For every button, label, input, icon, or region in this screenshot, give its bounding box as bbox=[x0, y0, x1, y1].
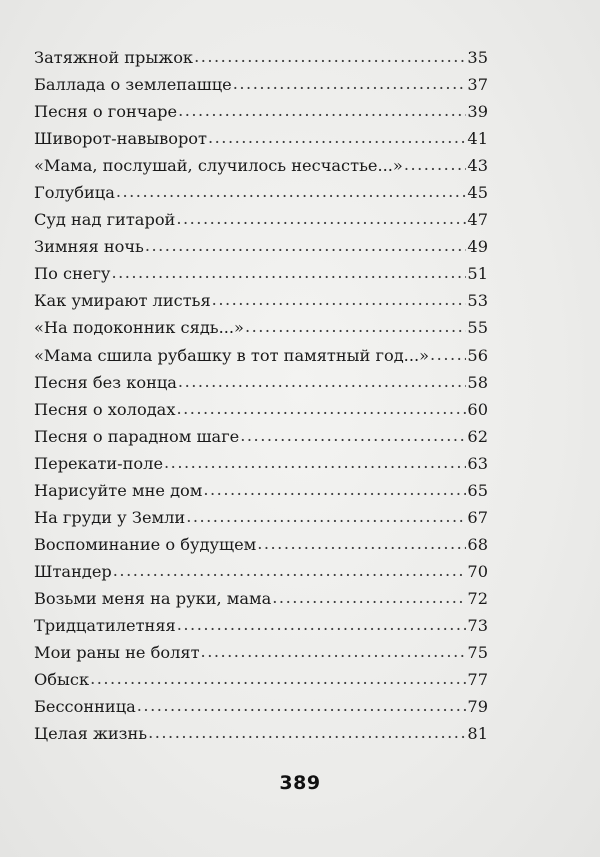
toc-entry-page: 77 bbox=[467, 670, 488, 690]
toc-entry bbox=[34, 666, 488, 693]
dot-leader bbox=[176, 395, 466, 422]
toc-entry-page: 73 bbox=[467, 615, 488, 635]
dot-leader bbox=[212, 286, 467, 313]
dot-leader bbox=[233, 70, 467, 97]
toc-entry-title: Суд над гитарой bbox=[34, 210, 176, 230]
dot-leader bbox=[137, 692, 467, 719]
toc-entry-title: «Мама, послушай, случилось несчастье...» bbox=[34, 156, 403, 176]
toc-entry-page: 62 bbox=[467, 426, 488, 446]
toc-entry-page: 81 bbox=[467, 724, 488, 744]
toc-entry-title: Песня о холодах bbox=[34, 399, 176, 419]
toc-entry-title: Песня без конца bbox=[34, 372, 177, 392]
dot-leader bbox=[164, 449, 466, 476]
toc-entry-page: 43 bbox=[467, 156, 488, 176]
toc-entry bbox=[34, 504, 488, 531]
toc-entry bbox=[34, 585, 488, 612]
dot-leader bbox=[194, 43, 466, 70]
table-of-contents bbox=[34, 44, 488, 747]
toc-entry bbox=[34, 98, 488, 125]
toc-entry-title: Нарисуйте мне дом bbox=[34, 480, 203, 500]
dot-leader bbox=[203, 476, 466, 503]
toc-entry-title: «На подоконник сядь...» bbox=[34, 318, 244, 338]
toc-entry bbox=[34, 693, 488, 720]
dot-leader bbox=[272, 584, 466, 611]
toc-entry-page: 49 bbox=[467, 237, 488, 257]
dot-leader bbox=[113, 557, 467, 584]
toc-entry bbox=[34, 125, 488, 152]
dot-leader bbox=[404, 151, 467, 178]
toc-entry-page: 67 bbox=[467, 507, 488, 527]
toc-entry-page: 79 bbox=[467, 697, 488, 717]
dot-leader bbox=[430, 341, 466, 368]
toc-entry-page: 63 bbox=[467, 453, 488, 473]
toc-entry-title: Перекати-поле bbox=[34, 453, 164, 473]
toc-entry-page: 58 bbox=[467, 372, 488, 392]
dot-leader bbox=[186, 503, 466, 530]
dot-leader bbox=[240, 422, 466, 449]
toc-entry-title: Песня о парадном шаге bbox=[34, 426, 240, 446]
toc-entry bbox=[34, 71, 488, 98]
dot-leader bbox=[257, 530, 466, 557]
toc-entry bbox=[34, 44, 488, 71]
toc-entry-page: 51 bbox=[467, 264, 488, 284]
toc-entry-page: 45 bbox=[467, 183, 488, 203]
toc-entry-title: Затяжной прыжок bbox=[34, 48, 194, 67]
toc-entry-page: 37 bbox=[467, 75, 488, 95]
toc-entry bbox=[34, 558, 488, 585]
toc-entry-title: На груди у Земли bbox=[34, 507, 186, 527]
toc-entry-title: Обыск bbox=[34, 670, 90, 690]
toc-entry-page: 75 bbox=[467, 643, 488, 663]
toc-entry-page: 53 bbox=[467, 291, 488, 311]
toc-entry-page: 72 bbox=[467, 588, 488, 608]
toc-entry bbox=[34, 260, 488, 287]
toc-entry bbox=[34, 450, 488, 477]
dot-leader bbox=[201, 638, 467, 665]
dot-leader bbox=[145, 232, 467, 259]
toc-entry-title: Целая жизнь bbox=[34, 724, 148, 744]
toc-entry-page: 47 bbox=[467, 210, 488, 230]
dot-leader bbox=[116, 178, 467, 205]
toc-entry-title: Песня о гончаре bbox=[34, 102, 178, 122]
dot-leader bbox=[245, 313, 466, 340]
toc-entry bbox=[34, 612, 488, 639]
toc-entry bbox=[34, 396, 488, 423]
dot-leader bbox=[90, 665, 466, 692]
toc-entry bbox=[34, 179, 488, 206]
page-number: 389 bbox=[279, 772, 321, 794]
toc-entry bbox=[34, 423, 488, 450]
dot-leader bbox=[178, 97, 466, 124]
toc-entry-title: Бессонница bbox=[34, 697, 136, 717]
dot-leader bbox=[111, 259, 466, 286]
toc-entry-page: 56 bbox=[467, 345, 488, 365]
dot-leader bbox=[208, 124, 466, 151]
toc-entry-page: 55 bbox=[467, 318, 488, 338]
toc-entry bbox=[34, 233, 488, 260]
toc-entry bbox=[34, 369, 488, 396]
dot-leader bbox=[176, 205, 466, 232]
dot-leader bbox=[178, 368, 466, 395]
toc-entry-page: 70 bbox=[467, 561, 488, 581]
dot-leader bbox=[148, 719, 466, 746]
toc-entry-page: 60 bbox=[467, 399, 488, 419]
toc-entry-page: 35 bbox=[467, 48, 488, 67]
toc-entry-page: 41 bbox=[467, 129, 488, 149]
toc-entry-title: Возьми меня на руки, мама bbox=[34, 588, 272, 608]
toc-entry bbox=[34, 639, 488, 666]
toc-entry-title: Шиворот-навыворот bbox=[34, 129, 208, 149]
toc-entry-title: По снегу bbox=[34, 264, 111, 284]
toc-entry-title: Как умирают листья bbox=[34, 291, 211, 311]
toc-entry-page: 39 bbox=[467, 102, 488, 122]
toc-entry-page: 68 bbox=[467, 534, 488, 554]
dot-leader bbox=[177, 611, 467, 638]
toc-entry-title: Баллада о землепашце bbox=[34, 75, 232, 95]
toc-entry-title: Мои раны не болят bbox=[34, 643, 200, 663]
toc-entry-page: 65 bbox=[467, 480, 488, 500]
toc-entry bbox=[34, 287, 488, 314]
toc-entry bbox=[34, 531, 488, 558]
toc-entry-title: Зимняя ночь bbox=[34, 237, 144, 257]
toc-entry bbox=[34, 342, 488, 369]
toc-entry bbox=[34, 152, 488, 179]
toc-entry bbox=[34, 206, 488, 233]
toc-entry-title: Воспоминание о будущем bbox=[34, 534, 257, 554]
toc-entry-title: Голубица bbox=[34, 183, 115, 203]
toc-entry-title: Штандер bbox=[34, 561, 112, 581]
toc-entry bbox=[34, 314, 488, 341]
toc-entry-title: Тридцатилетняя bbox=[34, 615, 176, 635]
toc-entry bbox=[34, 477, 488, 504]
toc-entry-title: «Мама сшила рубашку в тот памятный год...» bbox=[34, 345, 430, 365]
toc-entry bbox=[34, 720, 488, 747]
